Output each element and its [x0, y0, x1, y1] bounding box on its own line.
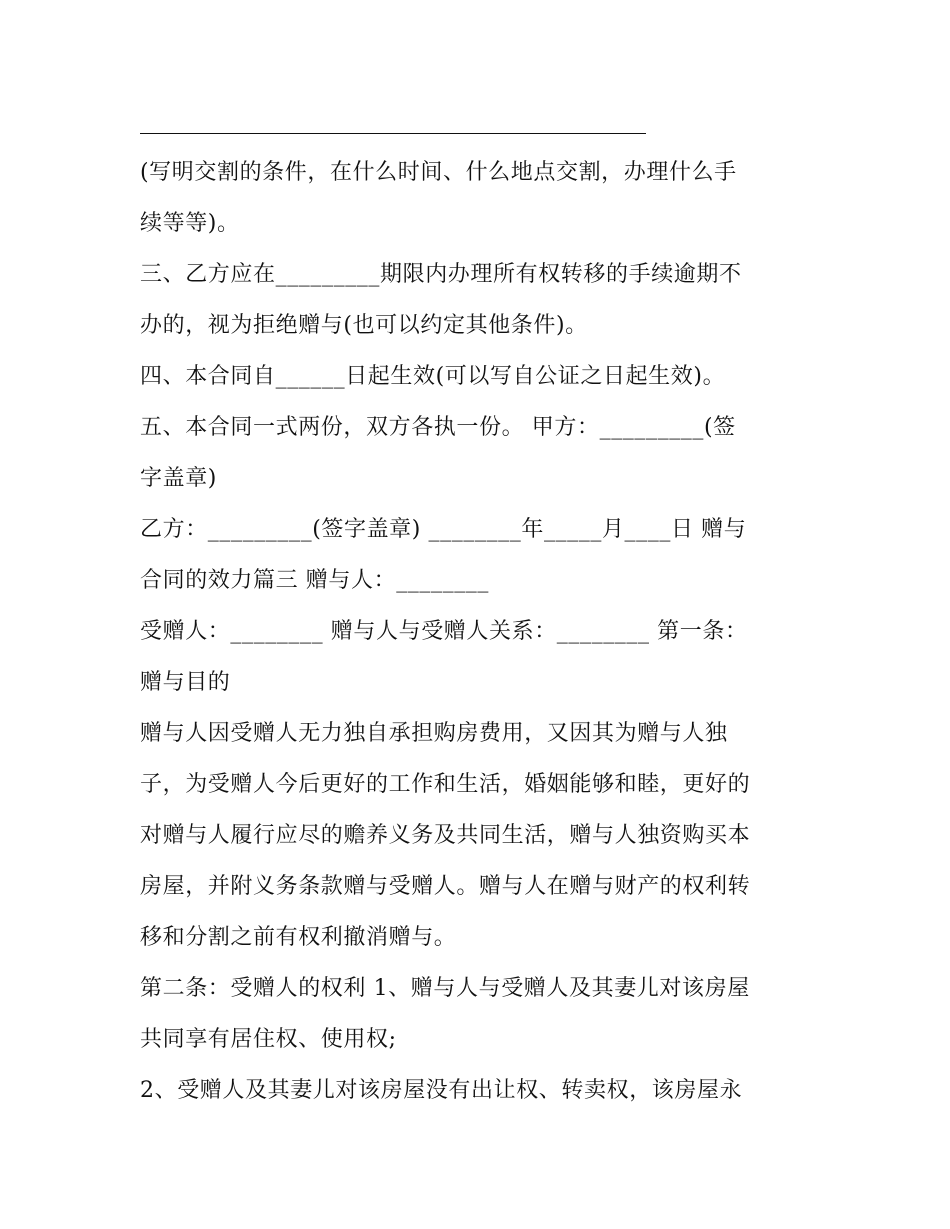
- text-line: 办的，视为拒绝赠与(也可以约定其他条件)。: [140, 313, 588, 338]
- text-line: 第二条：受赠人的权利 1、赠与人与受赠人及其妻儿对该房屋: [140, 976, 750, 1001]
- text-line: 赠与目的: [140, 670, 231, 695]
- text-line: 续等等)。: [140, 211, 240, 236]
- text-line: (写明交割的条件，在什么时间、什么地点交割，办理什么手: [140, 160, 737, 185]
- text-line: 五、本合同一式两份，双方各执一份。 甲方：_________(签: [140, 415, 736, 440]
- text-line: 四、本合同自______日起生效(可以写自公证之日起生效)。: [140, 364, 726, 389]
- text-line: 房屋，并附义务条款赠与受赠人。赠与人在赠与财产的权利转: [140, 874, 751, 899]
- text-line: 合同的效力篇三 赠与人：________: [140, 568, 489, 593]
- text-line: 2、受赠人及其妻儿对该房屋没有出让权、转卖权，该房屋永: [140, 1078, 743, 1103]
- text-line: 对赠与人履行应尽的赡养义务及共同生活，赠与人独资购买本: [140, 823, 751, 848]
- text-line: 子，为受赠人今后更好的工作和生活，婚姻能够和睦，更好的: [140, 772, 751, 797]
- text-line: 三、乙方应在_________期限内办理所有权转移的手续逾期不: [140, 262, 742, 287]
- signature-blank-line: [140, 133, 646, 134]
- text-line: 受赠人：________ 赠与人与受赠人关系：________ 第一条：: [140, 619, 748, 644]
- text-line: 乙方：_________(签字盖章) ________年_____月____日 赠与: [140, 517, 747, 542]
- text-line: 移和分割之前有权利撤消赠与。: [140, 925, 457, 950]
- text-line: 字盖章): [140, 466, 217, 491]
- document-body: [140, 147, 820, 1116]
- text-line: 共同享有居住权、使用权;: [140, 1027, 397, 1052]
- text-line: 赠与人因受赠人无力独自承担购房费用，又因其为赠与人独: [140, 721, 728, 746]
